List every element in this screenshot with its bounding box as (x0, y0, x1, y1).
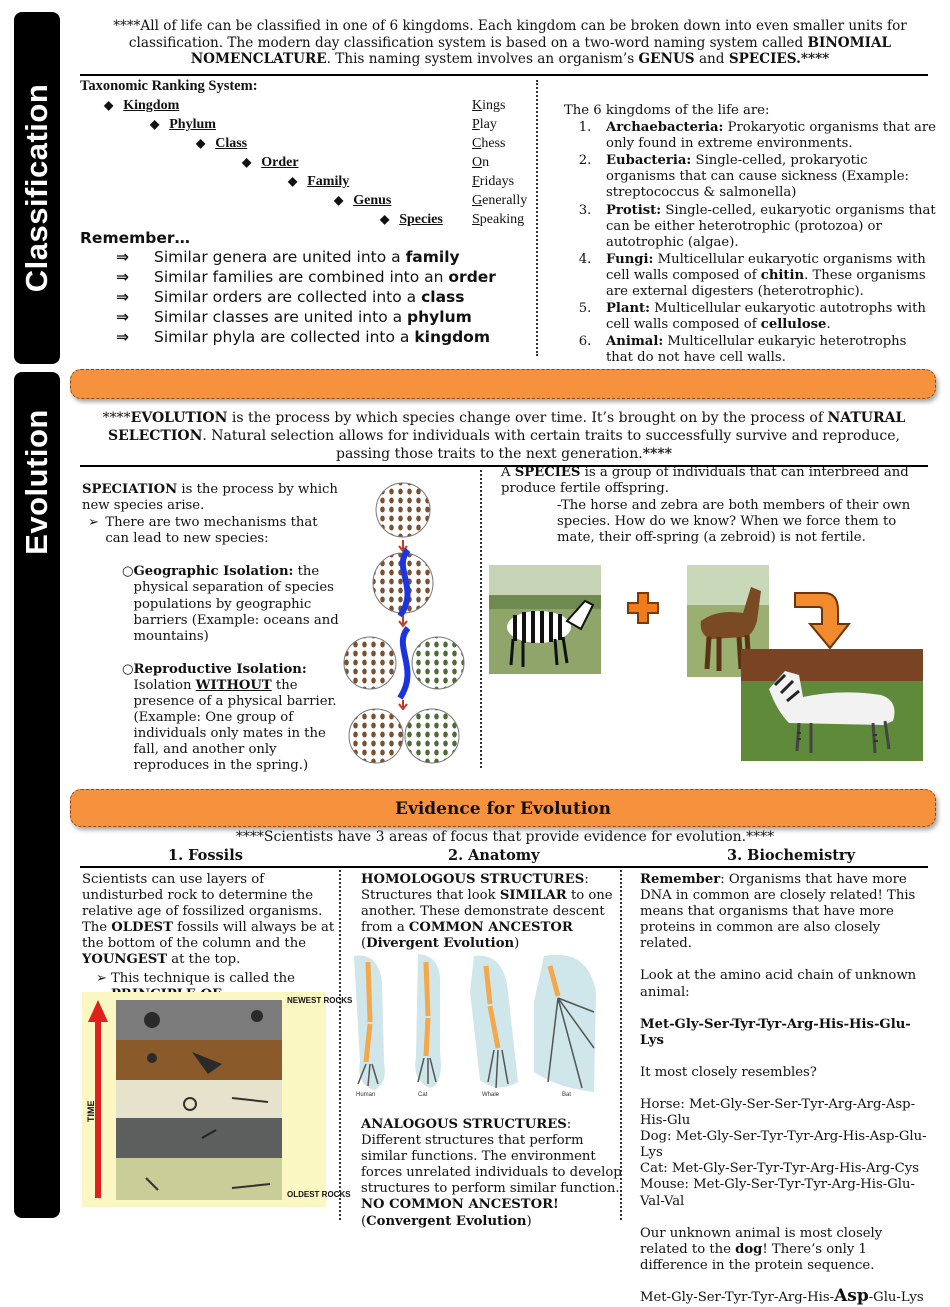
speciation-divider (480, 470, 482, 768)
arrow-icon: ⇒ (116, 248, 129, 266)
homologous-text: HOMOLOGOUS STRUCTURES: Structures that look SIMILAR to one another. These demonstrate descent from a COMMON ANCESTOR (Divergent Evolution) (361, 872, 613, 952)
zebroid-photo (741, 649, 923, 761)
arrow-icon: ⇒ (116, 328, 129, 346)
mnemonic-play: Play (472, 117, 497, 132)
speciation-text: SPECIATION is the process by which new species arise. ➢ There are two mechanisms that can lead to new species: ○ Geographic Isolation: the physical separation of species populations by geographic barriers (Example: oceans and mountains) ○ Reproductive Isolation: Isolation WITHOUT the presence of a physical barrier. (Example: One group of individuals only mates in the fall, and another only reproduces in the spring.) (82, 482, 339, 774)
kingdom-item: 4. Fungi: Multicellular eukaryotic organisms with cell walls composed of chitin. These organisms are external digesters (heterotrophic). (578, 251, 926, 300)
mnemonic-speaking: Speaking (472, 212, 525, 227)
classification-divider (536, 80, 538, 356)
diamond-icon: ◆ (380, 212, 390, 226)
rank-phylum: ◆ Phylum (150, 117, 216, 132)
evidence-subtitle: ****Scientists have 3 areas of focus that provide evidence for evolution.**** (235, 829, 775, 845)
evidence-title: Evidence for Evolution (395, 799, 611, 819)
diamond-icon: ◆ (288, 174, 298, 188)
mnemonic-generally: Generally (472, 193, 528, 208)
plus-icon (626, 591, 660, 625)
rock-layers-figure (82, 992, 353, 1207)
biochem-look: Look at the amino acid chain of unknown animal: (640, 968, 917, 1000)
evolution-sidebar (14, 372, 60, 1218)
fossils-divider (339, 870, 341, 1220)
newest-rocks-label: NEWEST ROCKS (287, 996, 353, 1005)
arrow-icon: ⇒ (116, 288, 129, 306)
mouse-chain: Mouse: Met-Gly-Ser-Tyr-Tyr-Arg-His-Glu-Val-Val (640, 1177, 915, 1209)
rank-species: ◆ Species (380, 212, 443, 227)
oldest-rocks-label: OLDEST ROCKS (287, 1190, 351, 1199)
zebra-photo (489, 565, 601, 674)
classification-sidebar (14, 12, 60, 364)
kingdom-item: 3. Protist: Single-celled, eukaryotic organisms that can be either heterotrophic (protozoa) or autotrophic (algae). (578, 202, 936, 250)
classification-label: Classification (19, 83, 55, 293)
diamond-icon: ◆ (104, 98, 114, 112)
kingdom-item: 1. Archaebacteria: Prokaryotic organisms that are only found in extreme environments. (578, 120, 936, 152)
circle-bullet-icon: ○ (122, 564, 134, 580)
mnemonic-kings: Kings (472, 98, 506, 113)
intro-rule (80, 74, 928, 76)
evidence-rule (80, 866, 928, 868)
evolution-label: Evolution (19, 409, 55, 555)
biochemistry-heading: 3. Biochemistry (727, 847, 855, 864)
evolution-intro: ****EVOLUTION is the process by which species change over time. It’s brought on by the process of NATURAL SELECTION. Natural selection allows for individuals with certain traits to successfully survive and reproduce, passing those traits to the next generation.**** (102, 410, 906, 462)
cat-chain: Cat: Met-Gly-Ser-Tyr-Tyr-Arg-His-Arg-Cys (640, 1161, 919, 1177)
remember-item: ⇒ Similar genera are united into a family (116, 248, 460, 266)
diamond-icon: ◆ (150, 117, 160, 131)
biochemistry-text: Remember: Organisms that have more DNA in common are closely related! This means that organisms that have more proteins in common are also closely related. Look at the amino acid chain of unknown animal: Met-Gly-Ser-Tyr-Tyr-Arg-His-His-Glu-Lys It most closely resembles? Horse: Met-Gly-Ser-Ser-Tyr-Arg-Arg-Asp-His-Glu Dog: Met-Gly-Ser-Tyr-Tyr-Arg-His-Asp-Glu-Lys Cat: Met-Gly-Ser-Tyr-Tyr-Arg-His-Arg-Cys Mouse: Met-Gly-Ser-Tyr-Tyr-Arg-His-Glu-Val-Val Our unknown animal is most closely related to the dog! There’s only 1 difference in the protein sequence. Met-Gly-Ser-Tyr-Tyr-Arg-His-Asp-Glu-Lys (640, 872, 934, 1307)
kingdoms-title: The 6 kingdoms of the life are: (564, 103, 770, 118)
species-example: -The horse and zebra are both members of their own species. How do we know? When we force them to mate, their off-spring (a zebroid) is not fertile. (557, 498, 911, 546)
kingdom-item: 6. Animal: Multicellular eukaryic heterotrophs that do not have cell walls. (578, 334, 907, 366)
anatomy-heading: 2. Anatomy (448, 847, 540, 864)
dog-final-chain: Met-Gly-Ser-Tyr-Tyr-Arg-His-Asp-Glu-Lys (640, 1285, 924, 1306)
taxonomy-title: Taxonomic Ranking System: (80, 78, 258, 94)
rank-family: ◆ Family (288, 174, 350, 189)
circle-bullet-icon: ○ (122, 661, 134, 677)
remember-item: ⇒ Similar families are combined into an order (116, 268, 496, 286)
diamond-icon: ◆ (242, 155, 252, 169)
curved-arrow-icon (792, 590, 854, 652)
unknown-chain: Met-Gly-Ser-Tyr-Tyr-Arg-His-His-Glu-Lys (640, 1016, 911, 1048)
fossils-text: Scientists can use layers of undisturbed rock to determine the relative age of fossilized organisms. The OLDEST fossils will always be at the bottom of the column and the YOUNGEST at the top. ➢ This technique is called the (82, 872, 344, 1019)
kingdoms-panel (564, 103, 936, 368)
anatomy-divider (620, 870, 622, 1220)
limb-label-cat: Cat (418, 1092, 428, 1098)
arrow-icon: ⇒ (116, 308, 129, 326)
kingdom-item: 2. Eubacteria: Single-celled, prokaryotic organisms that can cause sickness (Example: streptococcus & salmonella) (578, 153, 909, 201)
remember-title: Remember… (80, 229, 191, 247)
time-label: TIME (86, 1100, 96, 1122)
intro-paragraph: ****All of life can be classified in one of 6 kingdoms. Each kingdom can be broken down into even smaller units for classification. The modern day classification system is based on a two-word naming system called BINOMIAL NOMENCLATURE. This naming system involves an organism’s GENUS and SPECIES.**** (113, 18, 907, 68)
analogous-text: ANALOGOUS STRUCTURES: Different structures that perform similar functions. The environment forces unrelated individuals to develop structures to perform similar function. NO COMMON ANCESTOR! (Convergent Evolution) (361, 1117, 622, 1229)
limb-label-human: Human (356, 1092, 376, 1098)
mnemonic-chess: Chess (472, 136, 506, 151)
remember-item: ⇒ Similar classes are united into a phylum (116, 308, 472, 326)
dog-chain: Dog: Met-Gly-Ser-Tyr-Tyr-Arg-His-Asp-Glu-Lys (640, 1129, 927, 1161)
rank-genus: ◆ Genus (334, 193, 392, 208)
biochem-question: It most closely resembles? (640, 1064, 817, 1080)
mnemonic-fridays: Fridays (472, 174, 515, 189)
diamond-icon: ◆ (334, 193, 344, 207)
limb-label-bat: Bat (562, 1092, 572, 1098)
horse-chain: Horse: Met-Gly-Ser-Ser-Tyr-Arg-Arg-Asp-His-Glu (640, 1096, 916, 1129)
fossils-heading: 1. Fossils (168, 847, 243, 864)
bullet-arrow-icon: ➢ (96, 970, 108, 986)
mnemonic-on: On (472, 155, 490, 170)
diamond-icon: ◆ (196, 136, 206, 150)
speciation-diagram (342, 478, 468, 766)
rank-class: ◆ Class (196, 136, 248, 151)
remember-item: ⇒ Similar orders are collected into a class (116, 288, 465, 306)
section-banner-empty (70, 369, 936, 399)
evidence-banner (70, 789, 936, 827)
bullet-arrow-icon: ➢ (88, 515, 100, 531)
limb-label-whale: Whale (482, 1092, 500, 1098)
biochem-answer: Our unknown animal is most closely related to the dog! There’s only 1 difference in the protein sequence. (640, 1225, 883, 1273)
remember-item: ⇒ Similar phyla are collected into a kingdom (116, 328, 490, 346)
homologous-limbs-figure (348, 952, 598, 1098)
arrow-icon: ⇒ (116, 268, 129, 286)
kingdom-item: 5. Plant: Multicellular eukaryotic autotrophs with cell walls composed of cellulose. (578, 301, 926, 333)
rank-order: ◆ Order (242, 155, 299, 170)
species-definition: A SPECIES is a group of individuals that can interbreed and produce fertile offspring. (501, 465, 909, 497)
rank-kingdom: ◆ Kingdom (104, 98, 180, 113)
